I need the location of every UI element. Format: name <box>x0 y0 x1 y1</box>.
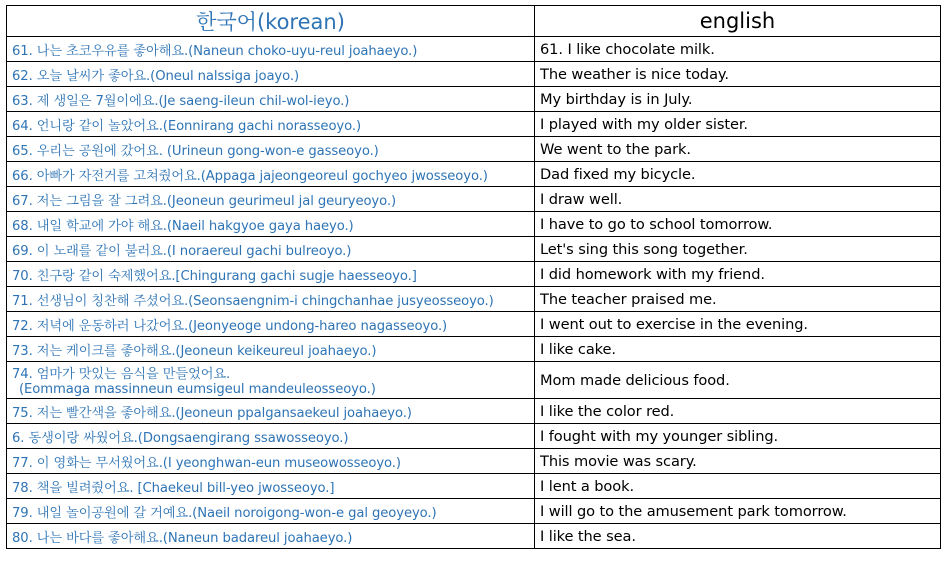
korean-sentence: 70. 친구랑 같이 숙제했어요.[Chingurang gachi sugje haesseoyo.] <box>7 262 535 287</box>
english-translation: I went out to exercise in the evening. <box>535 312 941 337</box>
english-translation: I fought with my younger sibling. <box>535 424 941 449</box>
english-translation: Dad fixed my bicycle. <box>535 162 941 187</box>
korean-column-header: 한국어(korean) <box>7 6 535 37</box>
table-row <box>7 474 941 499</box>
korean-sentence: 61. 나는 초코우유를 좋아해요.(Naneun choko-uyu-reul joahaeyo.) <box>7 37 535 62</box>
english-translation: I lent a book. <box>535 474 941 499</box>
english-translation: We went to the park. <box>535 137 941 162</box>
table-row <box>7 112 941 137</box>
english-translation: I like the sea. <box>535 524 941 549</box>
table-row <box>7 187 941 212</box>
table-row <box>7 524 941 549</box>
english-translation: Mom made delicious food. <box>535 362 941 399</box>
table-row <box>7 162 941 187</box>
korean-sentence: 64. 언니랑 같이 놀았어요.(Eonnirang gachi norasseoyo.) <box>7 112 535 137</box>
korean-sentence: 78. 책을 빌려줬어요. [Chaekeul bill-yeo jwosseoyo.] <box>7 474 535 499</box>
english-translation: The weather is nice today. <box>535 62 941 87</box>
korean-sentence: 63. 제 생일은 7월이에요.(Je saeng-ileun chil-wol-ieyo.) <box>7 87 535 112</box>
korean-sentence: 72. 저녁에 운동하러 나갔어요.(Jeonyeoge undong-hareo nagasseoyo.) <box>7 312 535 337</box>
english-translation: 61. I like chocolate milk. <box>535 37 941 62</box>
english-translation: I like the color red. <box>535 399 941 424</box>
english-translation: My birthday is in July. <box>535 87 941 112</box>
table-row <box>7 362 941 399</box>
table-row <box>7 287 941 312</box>
vocabulary-table <box>6 5 941 549</box>
table-row <box>7 399 941 424</box>
english-translation: I played with my older sister. <box>535 112 941 137</box>
english-column-header: english <box>535 6 941 37</box>
english-translation: This movie was scary. <box>535 449 941 474</box>
table-row <box>7 87 941 112</box>
english-translation: The teacher praised me. <box>535 287 941 312</box>
korean-sentence: 65. 우리는 공원에 갔어요. (Urineun gong-won-e gasseoyo.) <box>7 137 535 162</box>
table-row <box>7 337 941 362</box>
korean-sentence-multiline <box>7 362 535 399</box>
table-row <box>7 499 941 524</box>
korean-sentence: 6. 동생이랑 싸웠어요.(Dongsaengirang ssawosseoyo.) <box>7 424 535 449</box>
table-row <box>7 137 941 162</box>
english-translation: Let's sing this song together. <box>535 237 941 262</box>
korean-sentence: 69. 이 노래를 같이 불러요.(I noraereul gachi bulreoyo.) <box>7 237 535 262</box>
korean-sentence: 66. 아빠가 자전거를 고쳐줬어요.(Appaga jajeongeoreul gochyeo jwosseoyo.) <box>7 162 535 187</box>
korean-sentence: 71. 선생님이 칭찬해 주셨어요.(Seonsaengnim-i chingchanhae jusyeosseoyo.) <box>7 287 535 312</box>
table-row <box>7 212 941 237</box>
table-row <box>7 262 941 287</box>
korean-sentence: 75. 저는 빨간색을 좋아해요.(Jeoneun ppalgansaekeul joahaeyo.) <box>7 399 535 424</box>
table-row <box>7 237 941 262</box>
korean-sentence: 77. 이 영화는 무서웠어요.(I yeonghwan-eun museowosseoyo.) <box>7 449 535 474</box>
table-row <box>7 312 941 337</box>
korean-sentence: 73. 저는 케이크를 좋아해요.(Jeoneun keikeureul joahaeyo.) <box>7 337 535 362</box>
english-translation: I have to go to school tomorrow. <box>535 212 941 237</box>
korean-sentence: 67. 저는 그림을 잘 그려요.(Jeoneun geurimeul jal geuryeoyo.) <box>7 187 535 212</box>
korean-sentence: 80. 나는 바다를 좋아해요.(Naneun badareul joahaeyo.) <box>7 524 535 549</box>
korean-sentence-line2: (Eommaga massinneun eumsigeul mandeuleosseoyo.) <box>19 382 376 397</box>
header-row <box>7 6 941 37</box>
korean-sentence-line1: 74. 엄마가 맛있는 음식을 만들었어요. <box>12 367 231 382</box>
table-row <box>7 449 941 474</box>
korean-sentence: 79. 내일 놀이공원에 갈 거예요.(Naeil noroigong-won-e gal geoyeyo.) <box>7 499 535 524</box>
english-translation: I draw well. <box>535 187 941 212</box>
table-row <box>7 62 941 87</box>
table-row <box>7 424 941 449</box>
english-translation: I like cake. <box>535 337 941 362</box>
korean-sentence: 62. 오늘 날씨가 좋아요.(Oneul nalssiga joayo.) <box>7 62 535 87</box>
english-translation: I did homework with my friend. <box>535 262 941 287</box>
korean-sentence: 68. 내일 학교에 가야 해요.(Naeil hakgyoe gaya haeyo.) <box>7 212 535 237</box>
english-translation: I will go to the amusement park tomorrow. <box>535 499 941 524</box>
table-row <box>7 37 941 62</box>
